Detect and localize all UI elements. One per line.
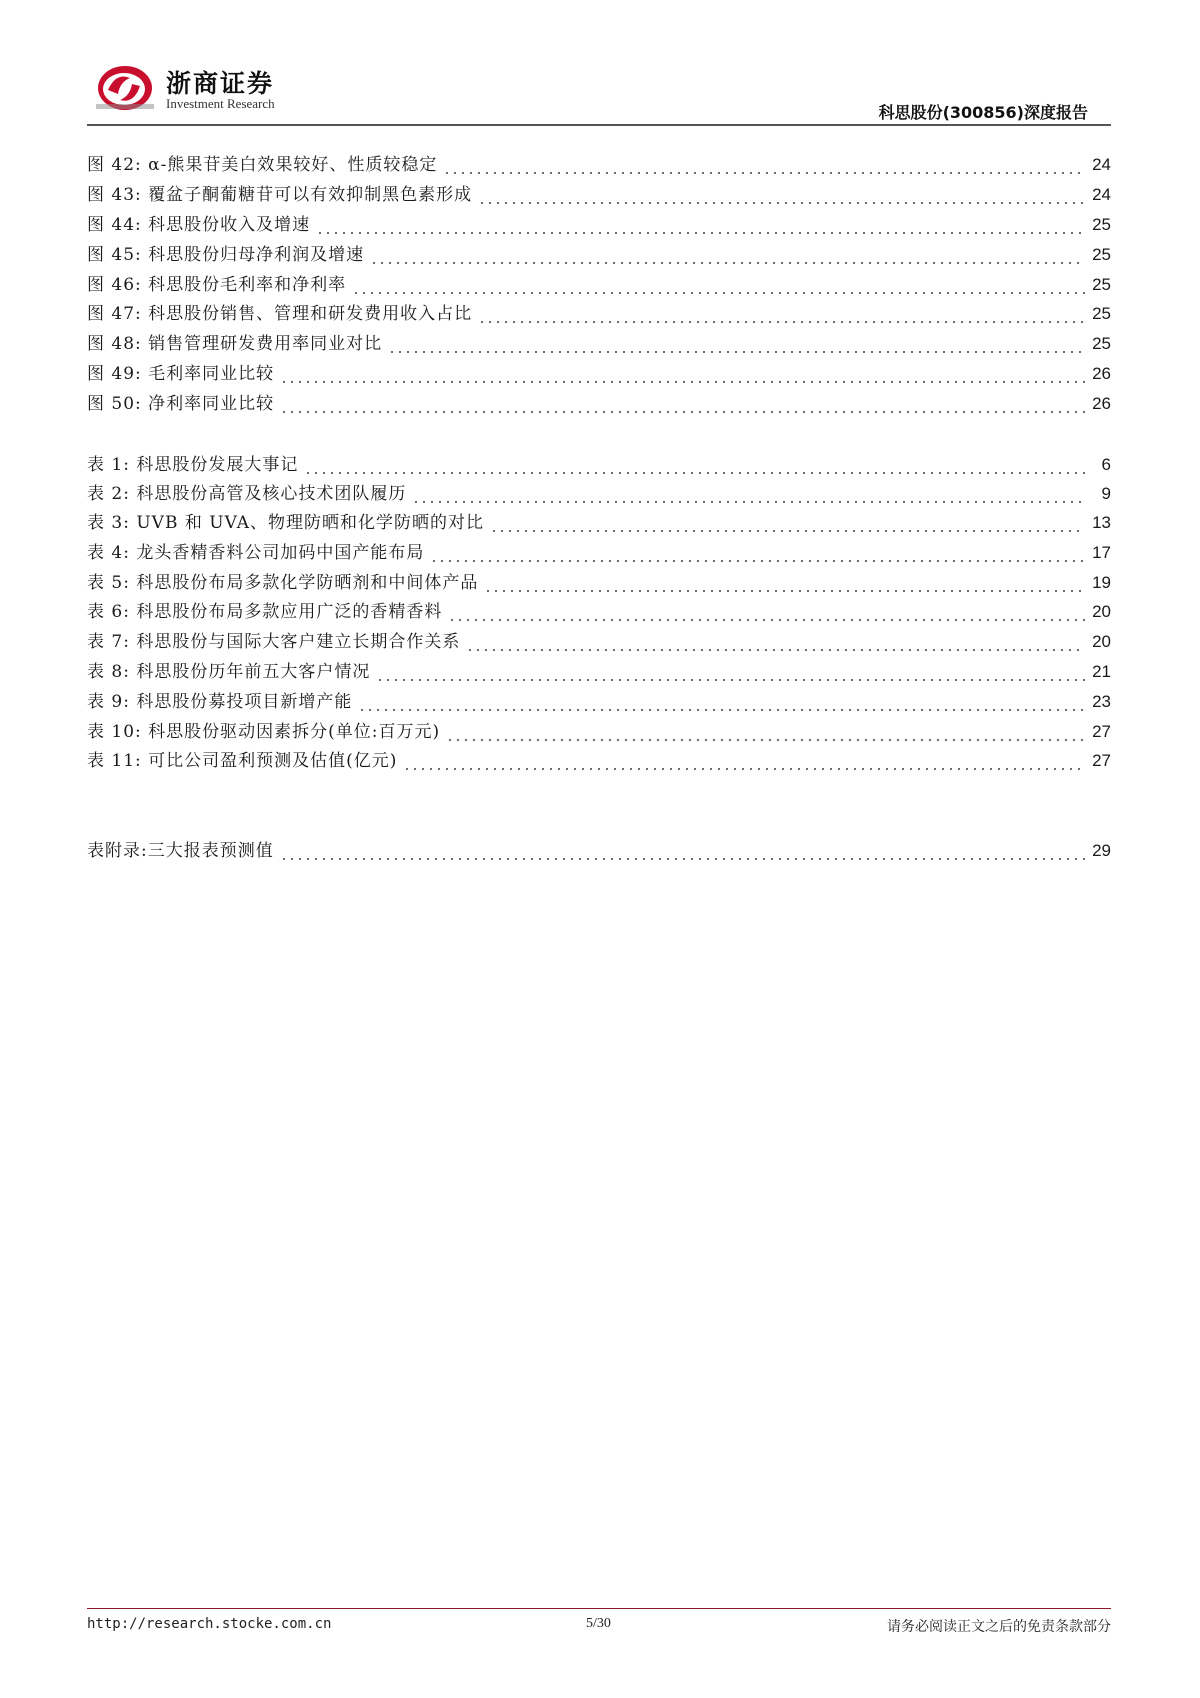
- toc-leader: [280, 359, 1085, 389]
- toc-leader: [316, 210, 1085, 240]
- toc-item-page: 25: [1092, 215, 1111, 234]
- toc-leader: [446, 717, 1085, 747]
- toc-item-label: 图 43: 覆盆子酮葡糖苷可以有效抑制黑色素形成: [87, 185, 473, 205]
- page-header: [0, 0, 1200, 130]
- toc-item[interactable]: [87, 687, 1111, 717]
- toc-item-page: 25: [1092, 245, 1111, 264]
- toc-item-label: 表 8: 科思股份历年前五大客户情况: [87, 662, 371, 682]
- toc-item[interactable]: [87, 210, 1111, 240]
- toc-leader: [358, 687, 1085, 717]
- toc-item-label: 表附录:三大报表预测值: [87, 841, 274, 861]
- toc-item-label: 图 47: 科思股份销售、管理和研发费用收入占比: [87, 304, 473, 324]
- toc-item-page: 27: [1092, 722, 1111, 741]
- toc-item-page: 26: [1092, 394, 1111, 413]
- toc-item-page: 24: [1092, 155, 1111, 174]
- toc-item[interactable]: [87, 538, 1111, 568]
- toc-item-page: 25: [1092, 275, 1111, 294]
- toc-item-page: 29: [1092, 841, 1111, 860]
- toc-leader: [412, 479, 1085, 509]
- toc-item-label: 表 10: 科思股份驱动因素拆分(单位:百万元): [87, 722, 441, 742]
- toc-item-label: 表 6: 科思股份布局多款应用广泛的香精香料: [87, 602, 443, 622]
- toc-item-label: 图 48: 销售管理研发费用率同业对比: [87, 334, 383, 354]
- toc-item[interactable]: [87, 746, 1111, 776]
- toc-item-page: 25: [1092, 334, 1111, 353]
- footer-divider: [87, 1608, 1111, 1609]
- toc-item-label: 表 7: 科思股份与国际大客户建立长期合作关系: [87, 632, 461, 652]
- toc-item-page: 13: [1092, 513, 1111, 532]
- toc-item-label: 表 5: 科思股份布局多款化学防晒剂和中间体产品: [87, 573, 479, 593]
- toc-leader: [443, 150, 1085, 180]
- toc-item[interactable]: [87, 240, 1111, 270]
- toc-leader: [448, 597, 1085, 627]
- brand-logo-icon: [94, 60, 156, 112]
- toc-leader: [478, 299, 1085, 329]
- toc-leader: [304, 450, 1085, 480]
- toc-leader: [352, 270, 1085, 300]
- toc-leader: [403, 746, 1085, 776]
- toc-leader: [466, 627, 1085, 657]
- footer-page-number: 5/30: [586, 1616, 611, 1631]
- toc-item[interactable]: [87, 270, 1111, 300]
- toc-item[interactable]: [87, 180, 1111, 210]
- toc-item-page: 9: [1101, 484, 1111, 503]
- toc-item[interactable]: [87, 450, 1111, 480]
- toc-item[interactable]: [87, 389, 1111, 419]
- toc-leader: [490, 508, 1085, 538]
- toc-item-label: 表 1: 科思股份发展大事记: [87, 455, 299, 475]
- toc-item-page: 20: [1092, 632, 1111, 651]
- toc-item-label: 表 11: 可比公司盈利预测及估值(亿元): [87, 751, 398, 771]
- toc-leader: [370, 240, 1085, 270]
- toc-item-page: 24: [1092, 185, 1111, 204]
- toc-item-page: 25: [1092, 304, 1111, 323]
- brand-name-cn: 浙商证券: [166, 69, 275, 98]
- toc-item-label: 图 44: 科思股份收入及增速: [87, 215, 311, 235]
- toc-item-label: 图 42: α-熊果苷美白效果较好、性质较稳定: [87, 155, 438, 175]
- toc-item-page: 20: [1092, 602, 1111, 621]
- toc-leader: [280, 389, 1085, 419]
- toc-leader: [478, 180, 1085, 210]
- toc-item-label: 图 45: 科思股份归母净利润及增速: [87, 245, 365, 265]
- brand-name-en: Investment Research: [166, 96, 275, 111]
- report-title: 科思股份(300856)深度报告: [878, 103, 1088, 122]
- toc-item[interactable]: [87, 299, 1111, 329]
- toc-leader: [484, 568, 1085, 598]
- toc-item-label: 表 3: UVB 和 UVA、物理防晒和化学防晒的对比: [87, 513, 484, 533]
- toc-leader: [280, 836, 1085, 866]
- toc-item[interactable]: [87, 479, 1111, 509]
- header-divider: [87, 124, 1111, 126]
- toc-item[interactable]: [87, 597, 1111, 627]
- toc-item-page: 6: [1101, 455, 1111, 474]
- toc-item[interactable]: [87, 568, 1111, 598]
- toc-item-page: 27: [1092, 751, 1111, 770]
- toc-item[interactable]: [87, 627, 1111, 657]
- toc-item-label: 图 46: 科思股份毛利率和净利率: [87, 275, 347, 295]
- toc-item[interactable]: [87, 150, 1111, 180]
- toc-item[interactable]: [87, 508, 1111, 538]
- toc-item[interactable]: [87, 717, 1111, 747]
- toc-item-page: 26: [1092, 364, 1111, 383]
- toc-item-page: 17: [1092, 543, 1111, 562]
- footer-url[interactable]: http://research.stocke.com.cn: [87, 1616, 332, 1632]
- toc-item-page: 21: [1092, 662, 1111, 681]
- toc-item[interactable]: [87, 329, 1111, 359]
- toc-item[interactable]: [87, 836, 1111, 866]
- toc-item-label: 表 9: 科思股份募投项目新增产能: [87, 692, 353, 712]
- toc-leader: [388, 329, 1085, 359]
- toc-item-label: 表 4: 龙头香精香料公司加码中国产能布局: [87, 543, 425, 563]
- footer-disclaimer: 请务必阅读正文之后的免责条款部分: [887, 1619, 1111, 1635]
- toc-item-page: 19: [1092, 573, 1111, 592]
- toc-item-label: 图 50: 净利率同业比较: [87, 394, 275, 414]
- toc-leader: [376, 657, 1085, 687]
- toc-item-label: 图 49: 毛利率同业比较: [87, 364, 275, 384]
- toc-item[interactable]: [87, 359, 1111, 389]
- toc-item-page: 23: [1092, 692, 1111, 711]
- toc-item[interactable]: [87, 657, 1111, 687]
- toc-leader: [430, 538, 1085, 568]
- toc-item-label: 表 2: 科思股份高管及核心技术团队履历: [87, 484, 407, 504]
